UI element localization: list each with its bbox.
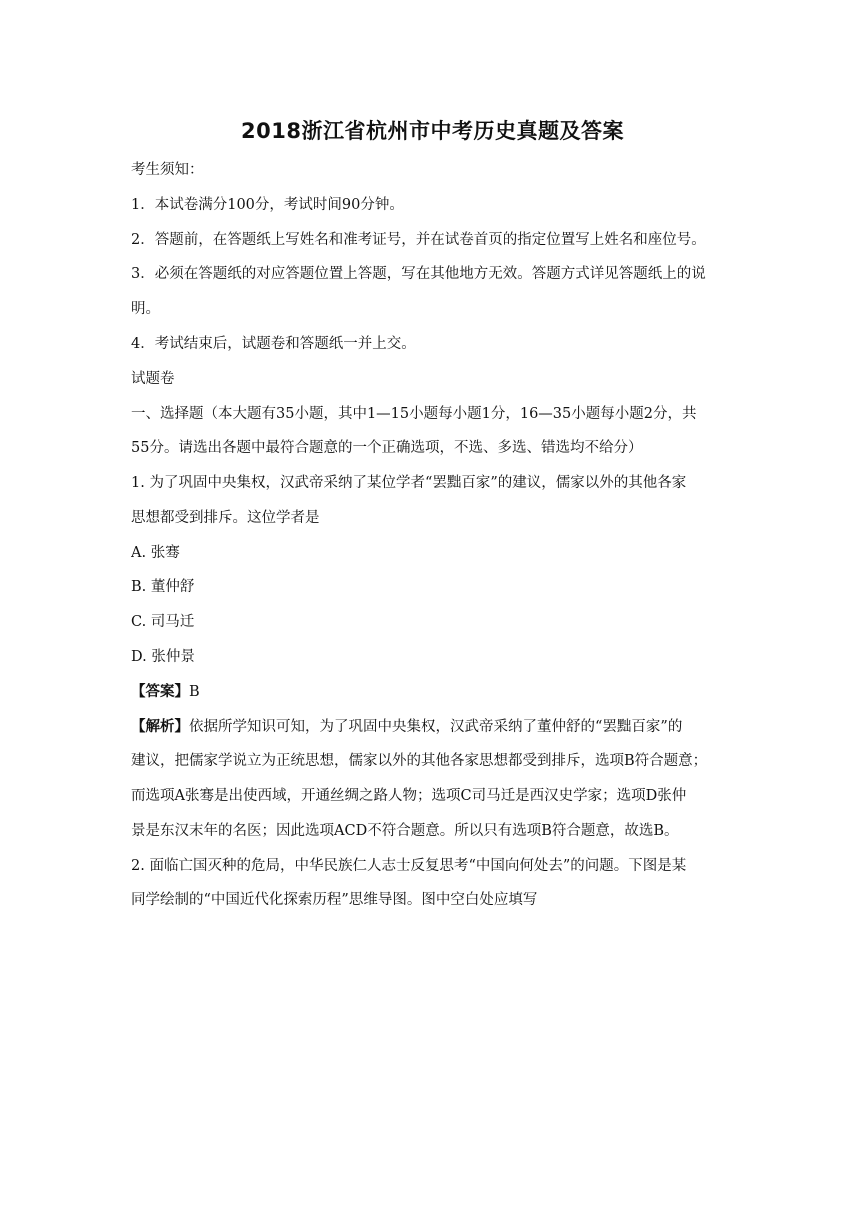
section-label: 试题卷 [131, 371, 175, 387]
question-1-analysis-line-4: 景是东汉末年的名医；因此选项ACD不符合题意。所以只有选项B符合题意，故选B。 [131, 823, 679, 839]
notice-item-4: 4．考试结束后，试题卷和答题纸一并上交。 [131, 336, 416, 352]
question-2-stem-line-1: 2. 面临亡国灭种的危局，中华民族仁人志士反复思考“中国向何处去”的问题。下图是某 [131, 858, 687, 874]
question-1-answer [131, 682, 751, 702]
question-1-option-c: C. 司马迁 [131, 614, 195, 630]
question-2-stem-line-2: 同学绘制的“中国近代化探索历程”思维导图。图中空白处应填写 [131, 892, 538, 908]
section-intro-line-1: 一、选择题（本大题有35小题，其中1—15小题每小题1分，16—35小题每小题2分，共 [131, 406, 697, 422]
answer-label: 【答案】 [131, 683, 189, 700]
notice-item-1: 1．本试卷满分100分，考试时间90分钟。 [131, 197, 404, 213]
notice-item-3-cont: 明。 [131, 301, 160, 317]
question-1-stem-line-2: 思想都受到排斥。这位学者是 [131, 510, 320, 526]
notice-item-3: 3．必须在答题纸的对应答题位置上答题，写在其他地方无效。答题方式详见答题纸上的说 [131, 266, 706, 282]
question-1-analysis-line-1 [131, 717, 751, 737]
notice-heading: 考生须知： [131, 162, 204, 178]
section-intro-line-2: 55分。请选出各题中最符合题意的一个正确选项，不选、多选、错选均不给分） [131, 440, 643, 456]
page-title: 2018浙江省杭州市中考历史真题及答案 [241, 119, 624, 143]
question-1-option-d: D. 张仲景 [131, 649, 195, 665]
question-1-analysis-line-3: 而选项A张骞是出使西域，开通丝绸之路人物；选项C司马迁是西汉史学家；选项D张仲 [131, 788, 687, 804]
question-1-option-a: A. 张骞 [131, 545, 180, 561]
notice-item-2: 2．答题前，在答题纸上写姓名和准考证号，并在试卷首页的指定位置写上姓名和座位号。 [131, 232, 706, 248]
question-1-analysis-line-2: 建议，把儒家学说立为正统思想，儒家以外的其他各家思想都受到排斥，选项B符合题意； [131, 753, 708, 769]
analysis-label: 【解析】 [131, 718, 189, 735]
question-1-option-b: B. 董仲舒 [131, 579, 195, 595]
answer-value: B [189, 684, 200, 700]
analysis-text: 依据所学知识可知，为了巩固中央集权，汉武帝采纳了董仲舒的“罢黜百家”的 [189, 719, 683, 735]
question-1-stem-line-1: 1. 为了巩固中央集权，汉武帝采纳了某位学者“罢黜百家”的建议，儒家以外的其他各家 [131, 475, 687, 491]
